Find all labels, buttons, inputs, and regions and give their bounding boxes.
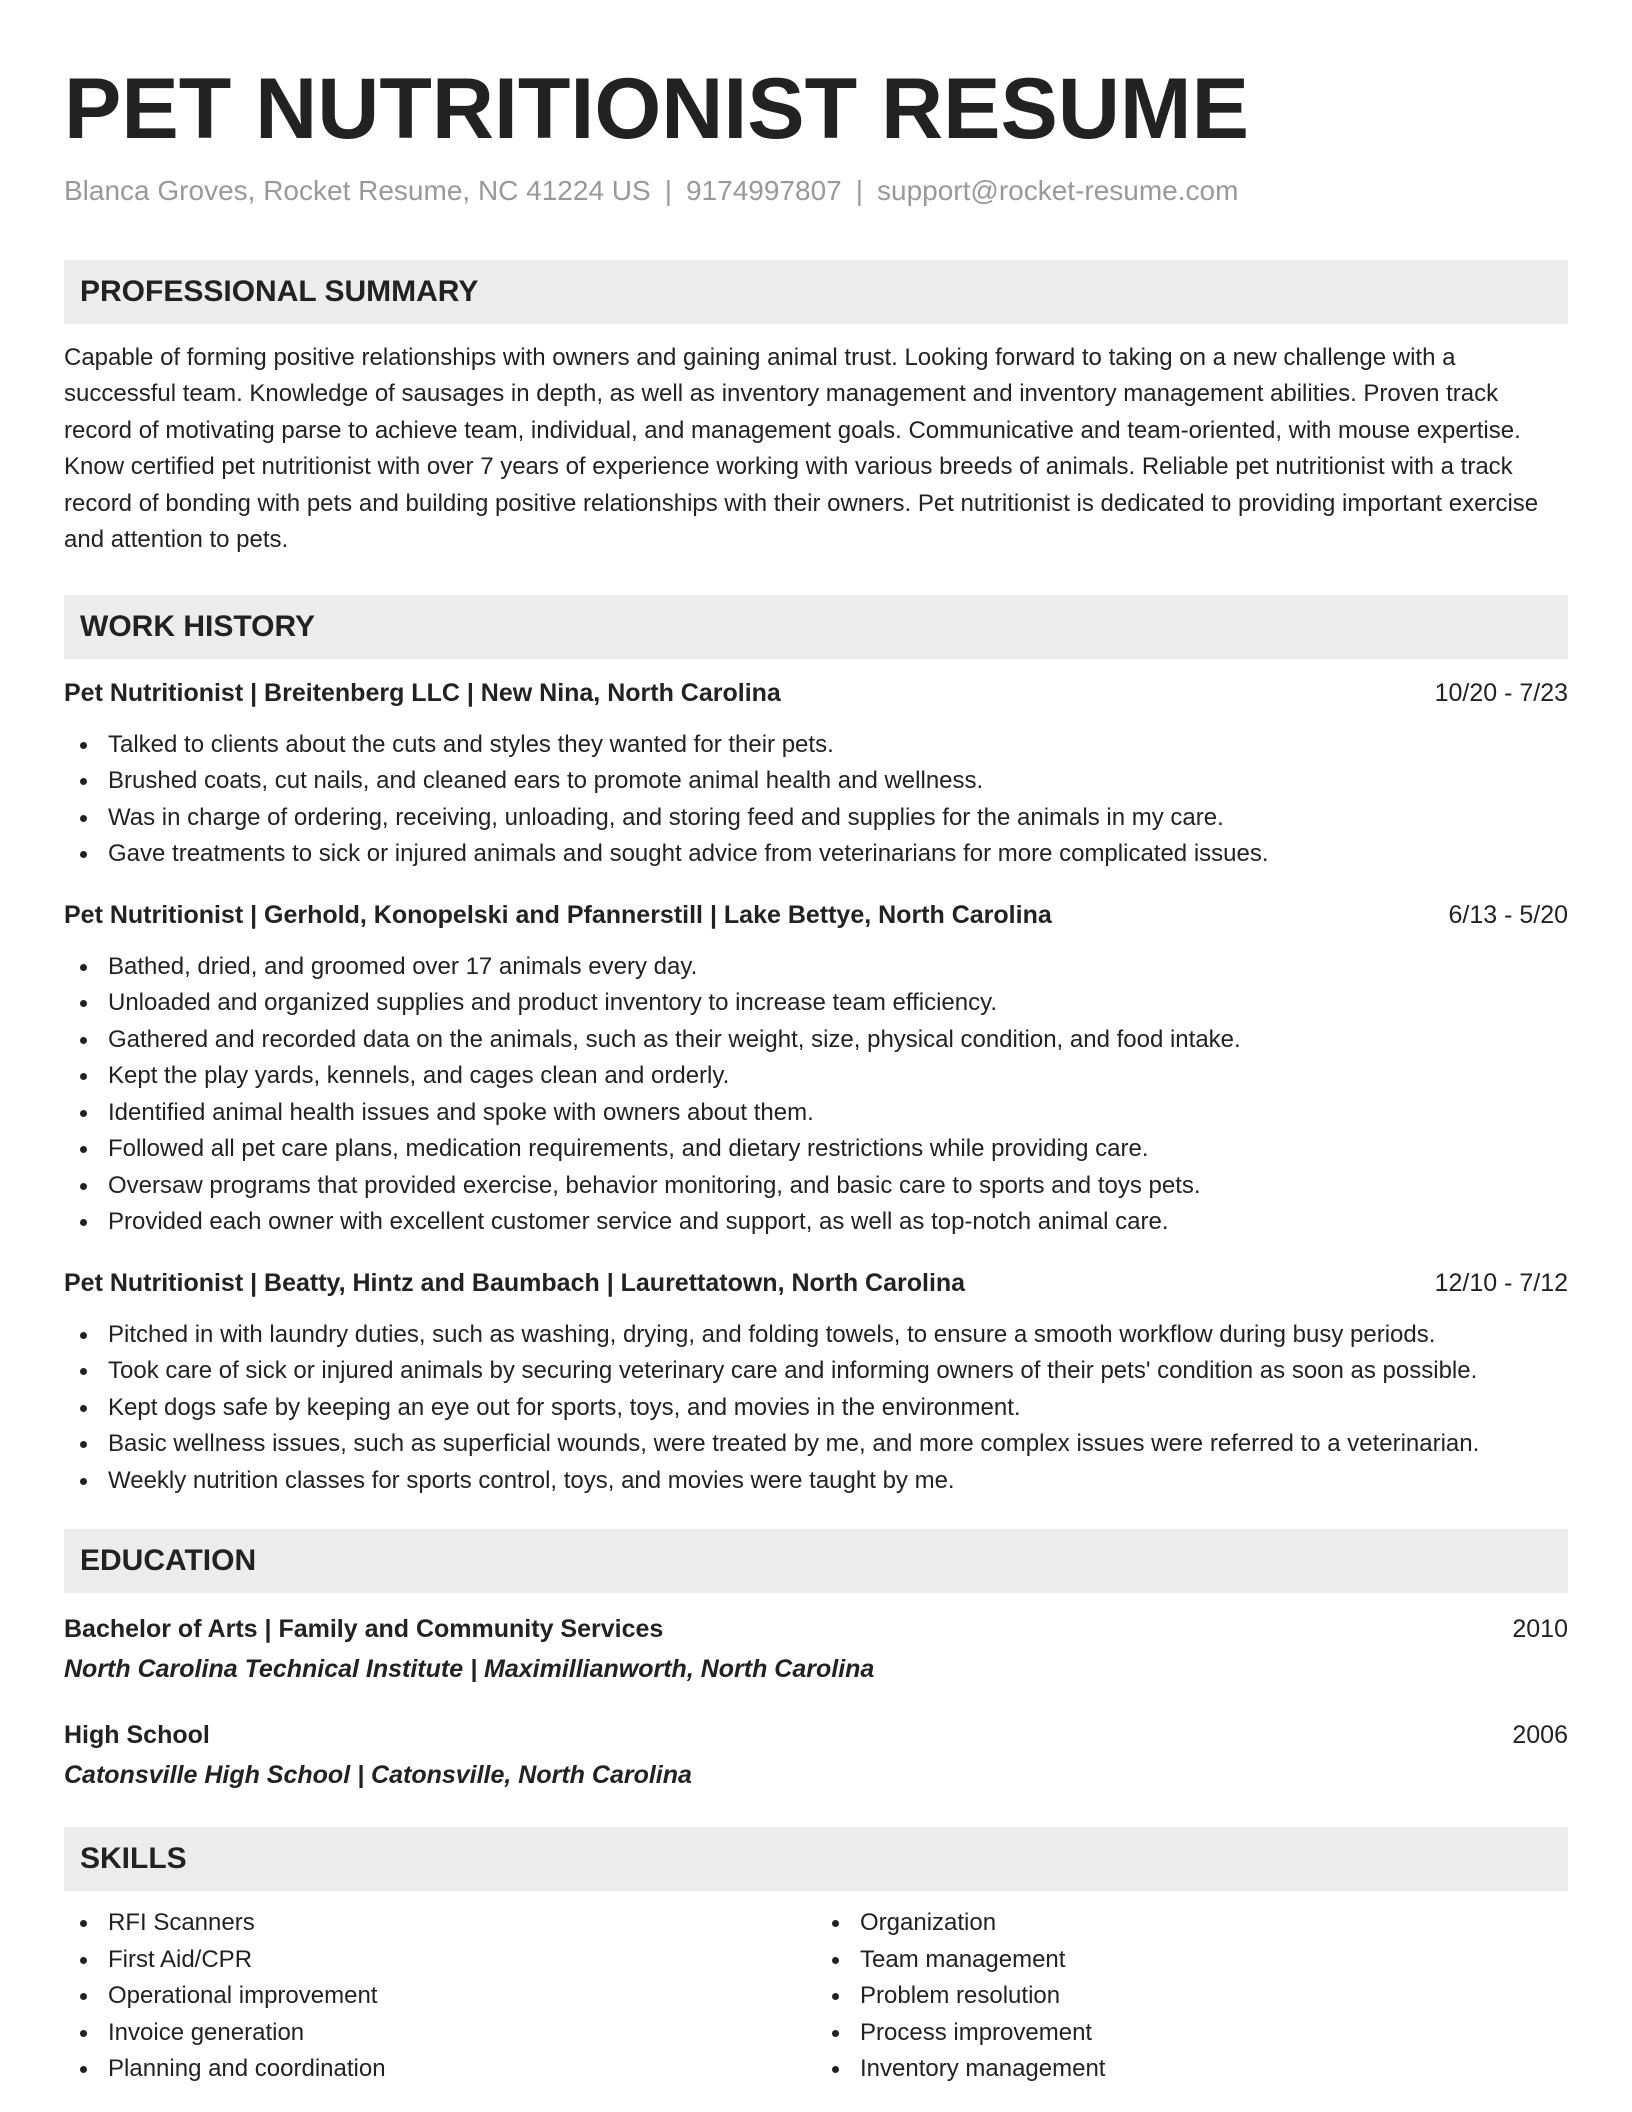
summary-text: Capable of forming positive relationships with owners and gaining animal trust. Looking forward to taking on a new challenge with a successful team. Knowledge of sausages in depth, as well as inventory management and inventory management abilities. Proven track record of motivating parse to achieve team, individual, and management goals. Communicative and team-oriented, with mouse expertise. Know certified pet nutritionist with over 7 years of experience working with various breeds of animals. Reliable pet nutritionist with a track record of bonding with pets and building positive relationships with their owners. Pet nutritionist is dedicated to providing important exercise and attention to pets. <box>64 343 1539 554</box>
education-school: North Carolina Technical Institute | Maximillianworth, North Carolina <box>64 1655 875 1684</box>
education-year: 2010 <box>1512 1615 1568 1644</box>
skill-item: RFI Scanners <box>64 1905 816 1942</box>
section-heading-education: EDUCATION <box>64 1529 1568 1593</box>
contact-line <box>64 174 1568 208</box>
contact-email: support@rocket-resume.com <box>877 175 1239 206</box>
job-bullet-list <box>64 727 1568 873</box>
job-header <box>64 897 1568 933</box>
list-item: Brushed coats, cut nails, and cleaned ears to promote animal health and wellness. <box>64 763 1568 800</box>
section-heading-summary: PROFESSIONAL SUMMARY <box>64 260 1568 324</box>
education-header <box>64 1717 1568 1753</box>
job-bullet-list <box>64 1317 1568 1500</box>
list-item: Unloaded and organized supplies and product inventory to increase team efficiency. <box>64 985 1568 1022</box>
job-entry <box>64 1265 1568 1500</box>
list-item: Was in charge of ordering, receiving, unloading, and storing feed and supplies for the animals in my care. <box>64 800 1568 837</box>
list-item: Gave treatments to sick or injured animals and sought advice from veterinarians for more complicated issues. <box>64 836 1568 873</box>
skill-item: First Aid/CPR <box>64 1942 816 1979</box>
list-item: Bathed, dried, and groomed over 17 animals every day. <box>64 949 1568 986</box>
education-entry <box>64 1611 1568 1687</box>
section-heading-work-history: WORK HISTORY <box>64 595 1568 659</box>
job-header <box>64 675 1568 711</box>
education-year: 2006 <box>1512 1721 1568 1750</box>
education-degree: High School <box>64 1721 210 1750</box>
skill-item: Process improvement <box>816 2015 1568 2052</box>
skills-column-right <box>816 1905 1568 2088</box>
list-item: Oversaw programs that provided exercise, behavior monitoring, and basic care to sports and toys pets. <box>64 1168 1568 1205</box>
list-item: Kept dogs safe by keeping an eye out for sports, toys, and movies in the environment. <box>64 1390 1568 1427</box>
contact-separator: | <box>664 175 672 206</box>
skill-item: Team management <box>816 1942 1568 1979</box>
job-dates: 12/10 - 7/12 <box>1434 1268 1568 1297</box>
list-item: Followed all pet care plans, medication requirements, and dietary restrictions while providing care. <box>64 1131 1568 1168</box>
job-title: Pet Nutritionist | Beatty, Hintz and Baumbach | Laurettatown, North Carolina <box>64 1268 966 1297</box>
list-item: Gathered and recorded data on the animals, such as their weight, size, physical condition, and food intake. <box>64 1022 1568 1059</box>
skill-item: Organization <box>816 1905 1568 1942</box>
job-title: Pet Nutritionist | Breitenberg LLC | New Nina, North Carolina <box>64 678 781 707</box>
education-degree: Bachelor of Arts | Family and Community Services <box>64 1615 664 1644</box>
skills-column-left <box>64 1905 816 2088</box>
job-bullet-list <box>64 949 1568 1241</box>
job-title: Pet Nutritionist | Gerhold, Konopelski and Pfannerstill | Lake Bettye, North Carolina <box>64 900 1052 929</box>
job-entry <box>64 675 1568 873</box>
contact-phone: 9174997807 <box>685 175 842 206</box>
contact-separator: | <box>855 175 863 206</box>
list-item: Provided each owner with excellent customer service and support, as well as top-notch animal care. <box>64 1204 1568 1241</box>
job-entry <box>64 897 1568 1241</box>
skill-item: Planning and coordination <box>64 2051 816 2088</box>
contact-address: Blanca Groves, Rocket Resume, NC 41224 US <box>64 175 651 206</box>
education-school: Catonsville High School | Catonsville, North Carolina <box>64 1761 692 1790</box>
skill-item: Operational improvement <box>64 1978 816 2015</box>
skills-grid <box>64 1905 1568 2088</box>
skill-item: Inventory management <box>816 2051 1568 2088</box>
list-item: Weekly nutrition classes for sports control, toys, and movies were taught by me. <box>64 1463 1568 1500</box>
job-dates: 6/13 - 5/20 <box>1448 900 1568 929</box>
list-item: Pitched in with laundry duties, such as washing, drying, and folding towels, to ensure a smooth workflow during busy periods. <box>64 1317 1568 1354</box>
skill-item: Invoice generation <box>64 2015 816 2052</box>
list-item: Talked to clients about the cuts and styles they wanted for their pets. <box>64 727 1568 764</box>
skills-list <box>816 1905 1568 2088</box>
job-dates: 10/20 - 7/23 <box>1434 678 1568 707</box>
list-item: Took care of sick or injured animals by securing veterinary care and informing owners of their pets' condition as soon as possible. <box>64 1353 1568 1390</box>
section-heading-skills: SKILLS <box>64 1827 1568 1891</box>
page-title: PET NUTRITIONIST RESUME <box>64 61 1249 157</box>
list-item: Identified animal health issues and spoke with owners about them. <box>64 1095 1568 1132</box>
skills-list <box>64 1905 816 2088</box>
education-entry <box>64 1717 1568 1793</box>
job-header <box>64 1265 1568 1301</box>
list-item: Kept the play yards, kennels, and cages clean and orderly. <box>64 1058 1568 1095</box>
list-item: Basic wellness issues, such as superficial wounds, were treated by me, and more complex issues were referred to a veterinarian. <box>64 1426 1568 1463</box>
skill-item: Problem resolution <box>816 1978 1568 2015</box>
education-header <box>64 1611 1568 1647</box>
